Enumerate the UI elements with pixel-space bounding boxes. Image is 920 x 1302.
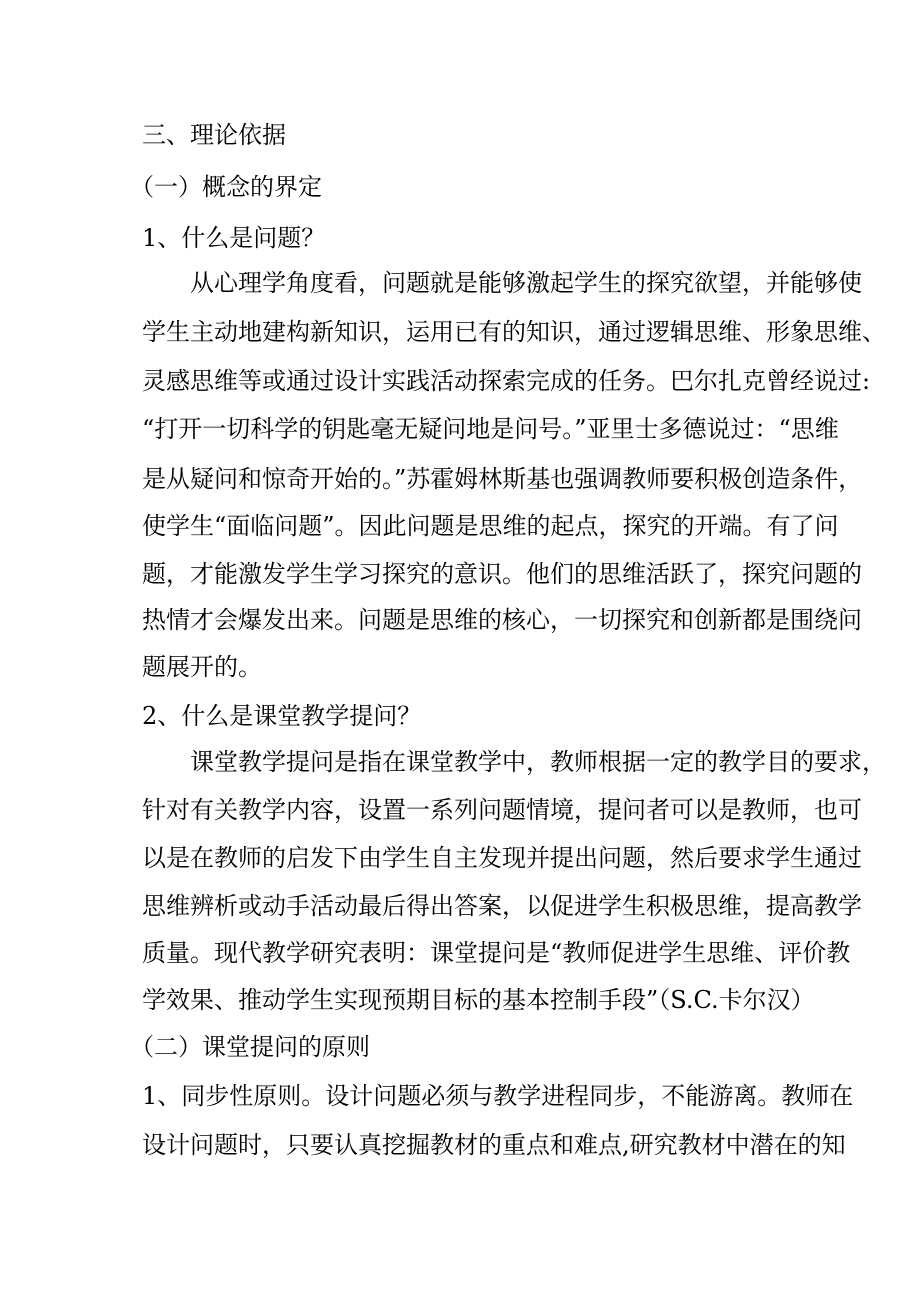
paragraph-line: 学效果、推动学生实现预期目标的基本控制手段”（S.C.卡尔汉） [142, 986, 815, 1014]
subsection-heading-concept-definition: （一）概念的界定 [130, 173, 322, 201]
paragraph-line: 灵感思维等或通过设计实践活动探索完成的任务。巴尔扎克曾经说过: [142, 367, 871, 395]
paragraph-line: 1、同步性原则。设计问题必须与教学进程同步，不能游离。教师在 [142, 1082, 854, 1110]
item-heading-classroom-questioning: 2、什么是课堂教学提问？ [142, 702, 422, 730]
paragraph-line: 课堂教学提问是指在课堂教学中，教师根据一定的教学目的要求， [190, 748, 886, 776]
paragraph-line: 质量。现代教学研究表明：课堂提问是“教师促进学生思维、评价教 [142, 939, 851, 967]
paragraph-line: 思维辨析或动手活动最后得出答案，以促进学生积极思维，提高教学 [142, 892, 862, 920]
paragraph-line: 题展开的。 [142, 653, 262, 681]
paragraph-line: 热情才会爆发出来。问题是思维的核心，一切探究和创新都是围绕问 [142, 606, 862, 634]
paragraph-line: 是从疑问和惊奇开始的。”苏霍姆林斯基也强调教师要积极创造条件， [142, 465, 863, 493]
paragraph-line: 从心理学角度看，问题就是能够激起学生的探究欲望，并能够使 [190, 269, 862, 297]
item-heading-what-is-question: 1、什么是问题？ [142, 224, 326, 252]
paragraph-line: 题，才能激发学生学习探究的意识。他们的思维活跃了，探究问题的 [142, 560, 862, 588]
paragraph-line: 学生主动地建构新知识，运用已有的知识，通过逻辑思维、形象思维、 [142, 318, 886, 346]
section-heading-theoretical-basis: 三、理论依据 [142, 121, 286, 149]
subsection-heading-questioning-principles: （二）课堂提问的原则 [130, 1033, 370, 1061]
paragraph-line: “打开一切科学的钥匙毫无疑问地是问号。”亚里士多德说过：“思维 [142, 415, 839, 443]
paragraph-line: 针对有关教学内容，设置一系列问题情境，提问者可以是教师，也可 [142, 796, 862, 824]
paragraph-line: 设计问题时，只要认真挖掘教材的重点和难点,研究教材中潜在的知 [142, 1131, 846, 1159]
paragraph-line: 以是在教师的启发下由学生自主发现并提出问题，然后要求学生通过 [142, 844, 862, 872]
paragraph-line: 使学生“面临问题”。因此问题是思维的起点，探究的开端。有了问 [142, 512, 839, 540]
